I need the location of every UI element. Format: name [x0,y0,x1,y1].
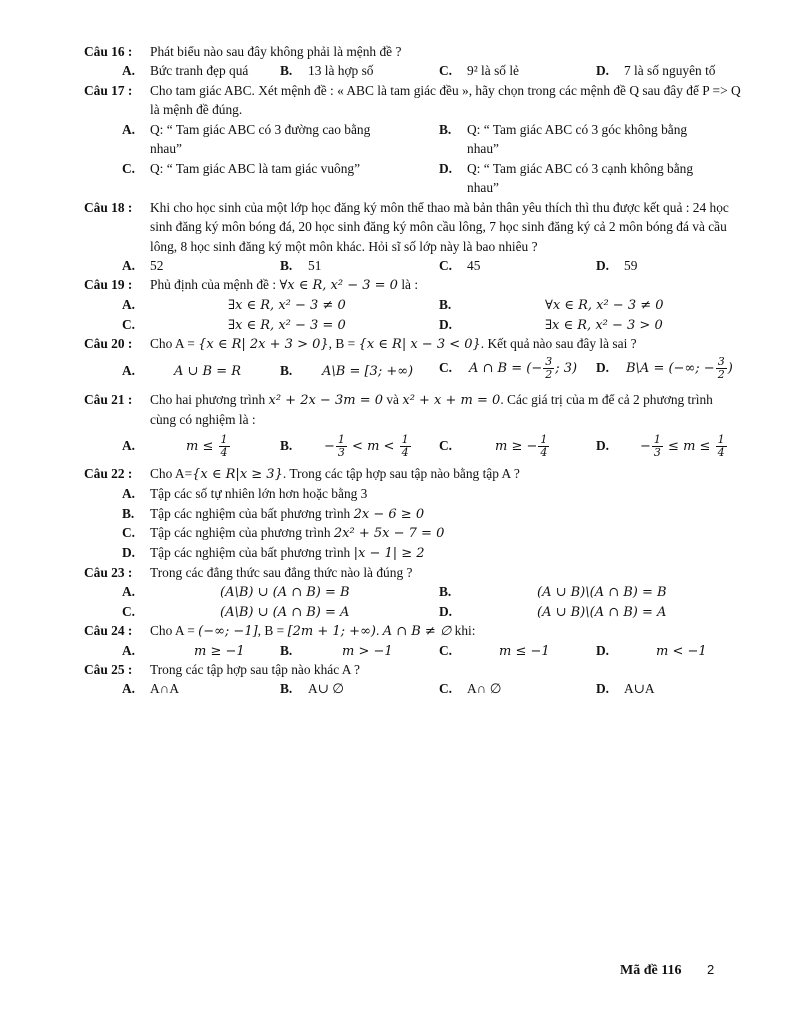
fraction: $\frac{1}{4}$ [540,432,548,459]
question-19 [84,275,744,334]
option-c: C. 45 [439,258,481,274]
options-row [84,159,744,198]
fraction: $\frac{1}{3}$ [653,432,661,459]
option-a: A. ∃x ∈ R, x² − 3 ≠ 0 [122,297,346,314]
options-row [84,679,744,698]
option-a: A. Tập các số tự nhiên lớn hơn hoặc bằng 3 [122,486,368,502]
option-c: C. (A\B) ∪ (A ∩ B) = A [122,603,350,620]
option-d: D. − $\frac{1}{3}$ ≤ m ≤ $\frac{1}{4}$ [596,432,725,459]
exam-code: Mã đề 116 [620,963,682,978]
question-text: Cho hai phương trình x² + 2x − 3m = 0 và x² + x + m = 0. Các giá trị của m để cả 2 phương trình cùng có nghiệm là : [150,392,713,428]
question-label: Câu 16 : [84,44,133,59]
option-b: B. ∀x ∈ R, x² − 3 ≠ 0 [439,297,664,314]
option-a: A. Q: “ Tam giác ABC có 3 đường cao bằng nhau” [122,121,371,157]
option-d: D. (A ∪ B)\(A ∩ B) = A [439,603,667,620]
question-text: Phủ định của mệnh đề : ∀x ∈ R, x² − 3 = 0 là : [150,277,419,293]
question-text: Trong các tập hợp sau tập nào khác A ? [150,662,360,677]
question-20 [84,334,744,386]
option-a: A. Bức tranh đẹp quá [122,63,249,79]
option-b: B. 13 là hợp số [280,63,374,79]
option-b: B. Tập các nghiệm của bất phương trình 2x − 6 ≥ 0 [122,505,425,522]
option-d: D. Q: “ Tam giác ABC có 3 cạnh không bằng nhau” [439,160,694,196]
question-text: Trong các đẳng thức sau đẳng thức nào là đúng ? [150,565,413,580]
fraction: $\frac{1}{3}$ [337,432,345,459]
question-17 [84,81,744,197]
option-c: C. A∩ ∅ [439,681,502,697]
option-b: B. 51 [280,258,322,274]
question-16 [84,42,744,81]
option-b: B. − $\frac{1}{3}$ < m < $\frac{1}{4}$ [280,432,409,459]
question-label: Câu 19 : [84,277,133,292]
option-b: B. m > −1 [280,643,393,660]
option-d: D. m < −1 [596,643,707,660]
option-a: A. m ≥ −1 [122,643,245,660]
options-row [84,602,744,621]
option-c: C. m ≥ − $\frac{1}{4}$ [439,432,548,459]
question-text: Khi cho học sinh của một lớp học đăng ký môn thể thao mà bản thân yêu thích thì thu được kết quả : 24 học sinh đăng ký môn bóng đá, 20 học sinh đăng ký môn cầu lông, 7 học sinh đăng ký cả 2 môn bóng đá và cầu lông, 8 học sinh đăng ký một môn khác. Hỏi sĩ số lớp này là bao nhiêu ? [150,200,729,254]
question-label: Câu 18 : [84,200,133,215]
question-text: Cho A = {x ∈ R| 2x + 3 > 0}, B = {x ∈ R| x − 3 < 0}. Kết quả nào sau đây là sai ? [150,336,637,352]
option-a: A. A∩A [122,681,180,697]
question-text: Cho A={x ∈ R|x ≥ 3}. Trong các tập hợp sau tập nào bằng tập A ? [150,466,520,482]
option-d: D. ∃x ∈ R, x² − 3 > 0 [439,316,663,333]
page-number: 2 [707,962,715,977]
option-d: D. A∪A [596,681,655,697]
option-c: C. m ≤ −1 [439,643,550,660]
options-row [84,256,744,275]
options-row [84,356,744,386]
fraction: $\frac{3}{2}$ [545,355,553,382]
question-25 [84,660,744,699]
option-b: B. Q: “ Tam giác ABC có 3 góc không bằng nhau” [439,121,688,157]
option-d: D. Tập các nghiệm của bất phương trình |x − 1| ≥ 2 [122,544,425,561]
question-23 [84,563,744,621]
option-b: B. A∪ ∅ [280,681,344,697]
options-row [84,434,744,466]
fraction: $\frac{3}{2}$ [717,355,725,382]
option-a: A. 52 [122,258,164,274]
question-label: Câu 25 : [84,662,133,677]
question-text: Cho tam giác ABC. Xét mệnh đề : « ABC là tam giác đều », hãy chọn trong các mệnh đề Q sau đây để P => Q là mệnh đề đúng. [150,83,741,118]
question-label: Câu 24 : [84,623,133,638]
option-c: C. Q: “ Tam giác ABC là tam giác vuông” [122,160,361,176]
question-text: Phát biểu nào sau đây không phải là mệnh đề ? [150,44,402,59]
question-18 [84,198,744,276]
option-a: A. m ≤ $\frac{1}{4}$ [122,432,228,459]
option-b: B. (A ∪ B)\(A ∩ B) = B [439,584,667,601]
options-row [84,295,744,314]
question-label: Câu 20 : [84,336,133,351]
fraction: $\frac{1}{4}$ [220,432,228,459]
question-label: Câu 22 : [84,466,133,481]
option-a: A. (A\B) ∪ (A ∩ B) = B [122,584,350,601]
question-label: Câu 23 : [84,565,133,580]
question-22 [84,464,744,562]
options-row [84,315,744,334]
question-label: Câu 21 : [84,392,133,407]
option-d: D. B\A = (−∞; − $\frac{3}{2}$ ) [596,355,733,382]
question-text: Cho A = (−∞; −1], B = [2m + 1; +∞). A ∩ B ≠ ∅ khi: [150,623,476,639]
option-a: A. A ∪ B = R [122,363,242,380]
options-row [84,641,744,660]
question-24 [84,621,744,661]
option-b: B. A\B = [3; +∞) [280,363,414,380]
option-c: C. ∃x ∈ R, x² − 3 = 0 [122,316,346,333]
fraction: $\frac{1}{4}$ [717,432,725,459]
option-d: D. 7 là số nguyên tố [596,63,716,79]
question-label: Câu 17 : [84,83,133,98]
option-d: D. 59 [596,258,638,274]
options-row [84,120,744,159]
option-c: C. 9² là số lẻ [439,63,519,79]
options-row [84,582,744,601]
question-21 [84,390,744,466]
option-c: C. Tập các nghiệm của phương trình 2x² + 5x − 7 = 0 [122,525,445,542]
options-row [84,61,744,80]
fraction: $\frac{1}{4}$ [401,432,409,459]
option-c: C. A ∩ B = (− $\frac{3}{2}$ ; 3) [439,355,578,382]
